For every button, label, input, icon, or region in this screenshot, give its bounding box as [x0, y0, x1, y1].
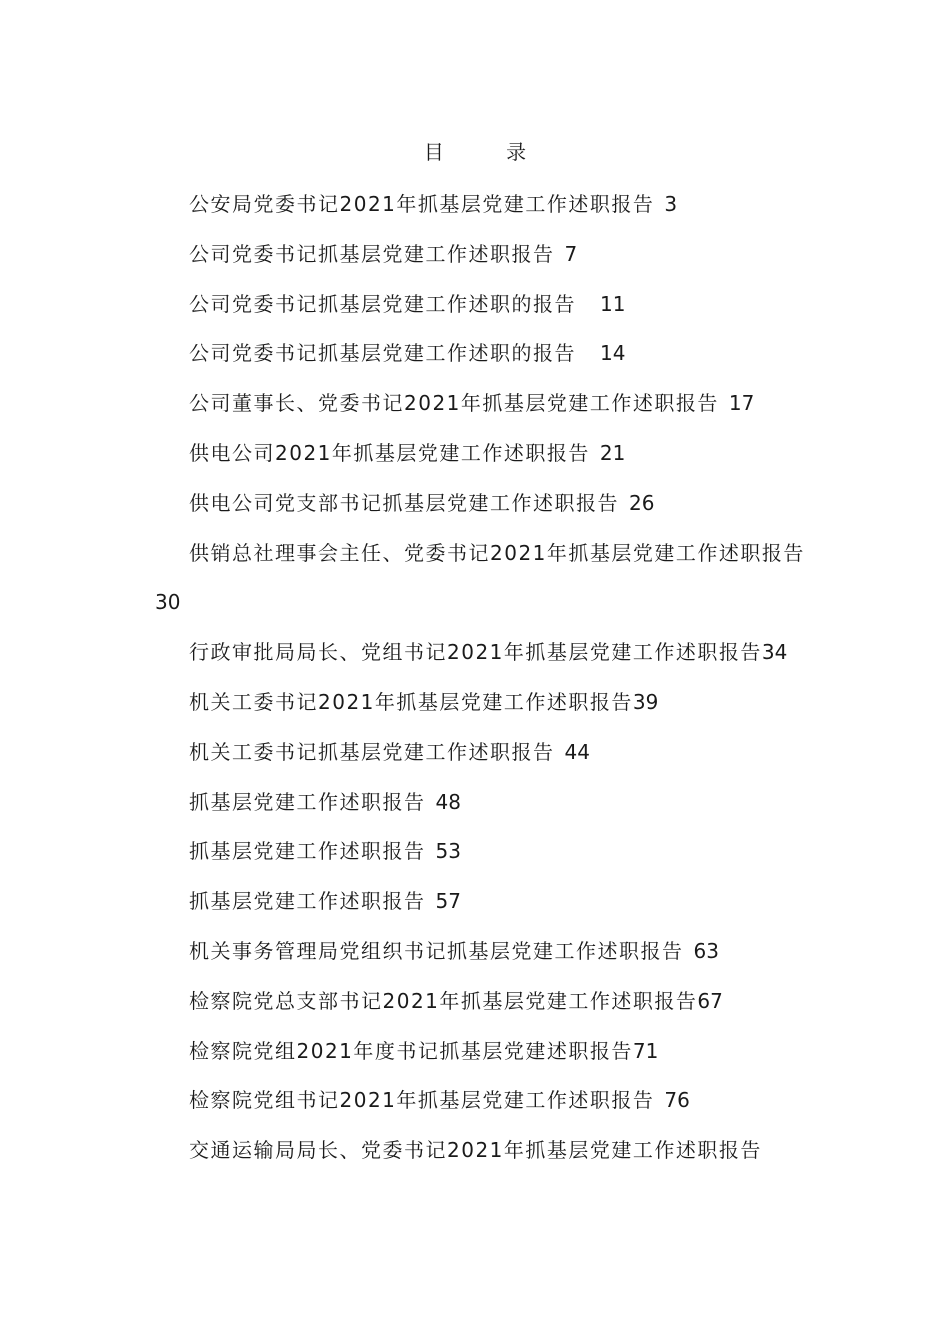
toc-entry-title: 检察院党组书记2021年抓基层党建工作述职报告: [189, 1088, 655, 1113]
toc-entry[interactable]: [145, 1027, 810, 1077]
toc-entry-page: 30: [155, 590, 181, 615]
toc-entry-page: 7: [564, 241, 578, 266]
toc-entry-title: 检察院党组2021年度书记抓基层党建述职报告: [189, 1038, 633, 1063]
toc-entry[interactable]: [145, 379, 810, 429]
toc-entry-title: 抓基层党建工作述职报告: [189, 889, 426, 914]
toc-entry-page: 57: [435, 889, 461, 914]
toc-entry-page: 76: [664, 1088, 690, 1113]
toc-entry[interactable]: [145, 977, 810, 1027]
toc-entry-title: 行政审批局局长、党组书记2021年抓基层党建工作述职报告: [189, 640, 762, 665]
toc-entry-title: 机关事务管理局党组织书记抓基层党建工作述职报告: [189, 938, 684, 963]
toc-entry[interactable]: [145, 180, 810, 230]
toc-entry-page: 39: [632, 689, 659, 714]
toc-entry-page: 71: [632, 1038, 659, 1063]
toc-entry-title: 机关工委书记抓基层党建工作述职报告: [189, 739, 555, 764]
toc-entry[interactable]: [145, 778, 810, 828]
toc-entry-title: 抓基层党建工作述职报告: [189, 839, 426, 864]
toc-entry[interactable]: [145, 230, 810, 280]
toc-entry-page: 63: [693, 938, 719, 963]
toc-entry[interactable]: [145, 1076, 810, 1126]
toc-entry-title: 公安局党委书记2021年抓基层党建工作述职报告: [189, 192, 655, 216]
toc-entry-title: 机关工委书记2021年抓基层党建工作述职报告: [189, 689, 633, 714]
toc-heading: 目 录: [423, 140, 555, 164]
toc-entry-title: 交通运输局局长、党委书记2021年抓基层党建工作述职报告: [189, 1138, 762, 1163]
toc-entry-page: 44: [564, 739, 590, 764]
toc-entry[interactable]: [145, 877, 810, 927]
toc-entry[interactable]: [145, 628, 810, 678]
toc-entry-title: 供销总社理事会主任、党委书记2021年抓基层党建工作述职报告: [189, 540, 805, 565]
toc-entry[interactable]: [145, 479, 810, 529]
toc-entry[interactable]: [145, 827, 810, 877]
toc-entry-page: 11: [600, 291, 626, 316]
toc-entry-title: 公司党委书记抓基层党建工作述职的报告: [189, 291, 576, 316]
toc-entry[interactable]: [145, 280, 810, 330]
toc-entry[interactable]: [145, 1126, 810, 1176]
toc-entry-title: 公司董事长、党委书记2021年抓基层党建工作述职报告: [189, 391, 719, 416]
toc-entry[interactable]: [145, 678, 810, 728]
toc-entry-page: 14: [600, 341, 626, 366]
toc-list: [145, 180, 810, 1176]
toc-entry-page: 67: [697, 988, 723, 1013]
toc-entry-page: 34: [761, 640, 788, 665]
toc-entry-title: 检察院党总支部书记2021年抓基层党建工作述职报告: [189, 988, 698, 1013]
toc-entry-page: 48: [435, 789, 461, 814]
toc-entry-title: 公司党委书记抓基层党建工作述职的报告: [189, 341, 576, 366]
toc-entry[interactable]: [145, 529, 810, 629]
toc-entry-page: 26: [629, 490, 655, 515]
toc-entry-title: 抓基层党建工作述职报告: [189, 789, 426, 814]
toc-entry-page: 53: [435, 839, 461, 864]
toc-entry[interactable]: [145, 927, 810, 977]
toc-entry-page: 17: [728, 391, 755, 416]
toc-entry-page: 21: [599, 440, 626, 465]
toc-entry-title: 供电公司2021年抓基层党建工作述职报告: [189, 440, 590, 465]
toc-entry-page: 3: [664, 192, 678, 216]
toc-entry[interactable]: [145, 429, 810, 479]
toc-entry[interactable]: [145, 329, 810, 379]
toc-entry-title: 公司党委书记抓基层党建工作述职报告: [189, 241, 555, 266]
toc-entry-title: 供电公司党支部书记抓基层党建工作述职报告: [189, 490, 619, 515]
toc-entry[interactable]: [145, 728, 810, 778]
